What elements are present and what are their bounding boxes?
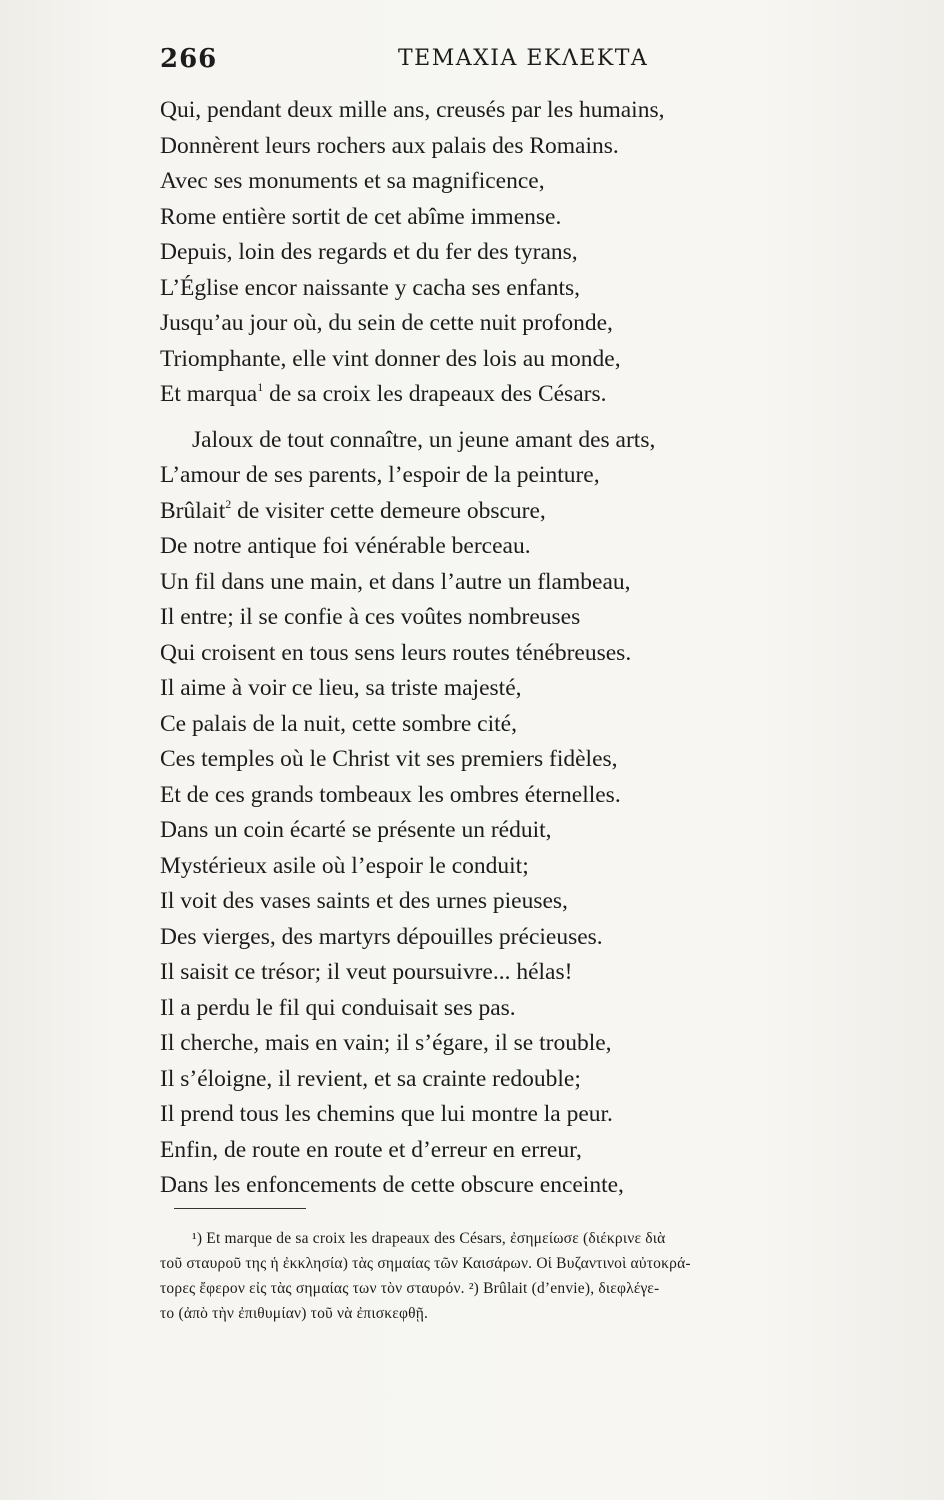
verse-line: Triomphante, elle vint donner des lois au monde, (160, 345, 621, 372)
verse-line: Il cherche, mais en vain; il s’égare, il se trouble, (160, 1030, 612, 1056)
verse-line: Il aime à voir ce lieu, sa triste majesté, (160, 675, 522, 701)
verse-text: Et marqua (160, 381, 258, 407)
verse-line: L’amour de ses parents, l’espoir de la peinture, (160, 462, 600, 488)
poem-text (160, 93, 760, 1204)
page-header (160, 44, 720, 74)
verse-text: de sa croix les drapeaux des Césars. (263, 381, 607, 407)
verse-line: L’Église encor naissante y cacha ses enfants, (160, 274, 581, 301)
verse-line: Ces temples où le Christ vit ses premiers fidèles, (160, 746, 618, 772)
page-number: 266 (160, 44, 218, 74)
verse-line: Ce palais de la nuit, cette sombre cité, (160, 710, 517, 737)
footnote-line: τορες ἔφερον εἰς τὰς σημαίας των τὸν σταυρόν. ²) Brûlait (d’envie), διεφλέγε- (160, 1280, 660, 1297)
verse-line: Avec ses monuments et sa magnificence, (160, 168, 545, 194)
verse-line: Il saisit ce trésor; il veut poursuivre... hélas! (160, 959, 573, 985)
footnote-line: ¹) Et marque de sa croix les drapeaux des Césars, ἐσημείωσε (διέκρινε διὰ (192, 1230, 666, 1247)
verse-line: Et de ces grands tombeaux les ombres éternelles. (160, 781, 621, 808)
footnote-line: το (ἀπὸ τὴν ἐπιθυμίαν) τοῦ νὰ ἐπισκεφθῇ. (160, 1305, 429, 1322)
verse-line: Dans les enfoncements de cette obscure enceinte, (160, 1172, 624, 1198)
footnote-line: τοῦ σταυροῦ της ἡ ἐκκλησία) τὰς σημαίας τῶν Καισάρων. Οἱ Βυζαντινοὶ αὐτοκρά- (160, 1255, 691, 1272)
verse-line: Qui, pendant deux mille ans, creusés par les humains, (160, 97, 665, 123)
footnote-rule (174, 1208, 306, 1209)
verse-line: Rome entière sortit de cet abîme immense. (160, 203, 562, 230)
verse-line: De notre antique foi vénérable berceau. (160, 533, 531, 559)
verse-line: Dans un coin écarté se présente un réduit, (160, 817, 552, 843)
verse-line: Qui croisent en tous sens leurs routes ténébreuses. (160, 639, 632, 666)
verse-line: Il voit des vases saints et des urnes pieuses, (160, 888, 568, 914)
verse-line: Un fil dans une main, et dans l’autre un flambeau, (160, 568, 631, 595)
verse-line: Il prend tous les chemins que lui montre la peur. (160, 1101, 613, 1127)
verse-line: Depuis, loin des regards et du fer des tyrans, (160, 239, 578, 265)
verse-line: Jusqu’au jour où, du sein de cette nuit profonde, (160, 310, 613, 336)
verse-line: Enfin, de route en route et d’erreur en erreur, (160, 1136, 582, 1163)
footnotes (160, 1226, 780, 1326)
verse-line: Jaloux de tout connaître, un jeune amant des arts, (192, 426, 656, 453)
verse-line: Il s’éloigne, il revient, et sa crainte redouble; (160, 1065, 581, 1092)
verse-text: Brûlait (160, 497, 226, 524)
footnote-mark: 2 (225, 496, 232, 511)
verse-line (160, 377, 760, 413)
footnote-mark: 1 (257, 380, 264, 394)
verse-line: Des vierges, des martyrs dépouilles précieuses. (160, 923, 603, 950)
verse-line: Il a perdu le fil qui conduisait ses pas. (160, 994, 516, 1021)
verse-line: Mystérieux asile où l’espoir le conduit; (160, 852, 529, 879)
running-title: ΤΕΜΑΧΙΑ ΕΚΛΕΚΤΑ (398, 46, 649, 71)
verse-line: Il entre; il se confie à ces voûtes nombreuses (160, 604, 581, 630)
verse-line (160, 494, 760, 530)
verse-text: de visiter cette demeure obscure, (231, 497, 546, 524)
verse-line: Donnèrent leurs rochers aux palais des Romains. (160, 132, 619, 159)
